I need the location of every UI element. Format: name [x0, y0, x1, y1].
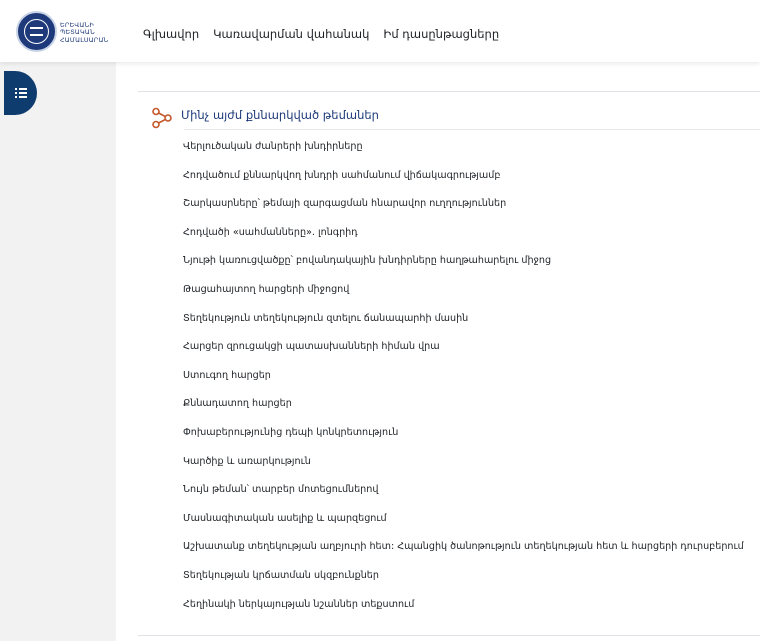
- list-item: [183, 513, 744, 542]
- topic-link[interactable]: Տեղեկության կրճատման սկզբունքներ: [183, 569, 379, 581]
- list-item: [183, 198, 744, 227]
- logo-text: [60, 22, 116, 44]
- university-emblem-icon: [16, 11, 57, 52]
- university-logo[interactable]: [14, 9, 116, 55]
- topic-link[interactable]: Թացահայտող հարցերի միջոցով: [183, 283, 350, 295]
- topic-link[interactable]: Կարծիք և առարկություն: [183, 455, 311, 467]
- top-navbar: [0, 0, 760, 62]
- list-item: [183, 484, 744, 513]
- logo-line-2: ՊԵՏԱԿԱՆ: [60, 28, 95, 37]
- topic-link[interactable]: Քննադատող հարցեր: [183, 398, 292, 410]
- topic-link[interactable]: Հոդվածում քննարկվող խնդրի սահմանում վիճակագրությամբ: [183, 169, 501, 181]
- list-icon: [15, 88, 27, 98]
- course-content: [116, 62, 760, 641]
- nav-dashboard[interactable]: Կառավարման վահանակ: [213, 27, 370, 41]
- topics-network-icon: [151, 107, 173, 129]
- list-item: [183, 541, 744, 570]
- topic-link[interactable]: Տեղեկություն տեղեկություն զտելու ճանապարհի մասին: [183, 312, 469, 324]
- divider: [138, 635, 760, 636]
- list-item: [183, 284, 744, 313]
- topic-link[interactable]: Մասնագիտական ասելիք և պարզեցում: [183, 512, 387, 524]
- list-item: [183, 170, 744, 199]
- topic-link[interactable]: Նյութի կառուցվածքը՝ բովանդակային խնդիրները հաղթահարելու միջոց: [183, 255, 552, 267]
- list-item: [183, 255, 744, 284]
- section-header-divider: [184, 129, 760, 130]
- list-item: [183, 427, 744, 456]
- topic-link[interactable]: Հոդվածի «սահմանները». լոնգրիդ: [183, 226, 358, 238]
- topic-link[interactable]: Ստուգող հարցեր: [183, 369, 271, 381]
- list-item: [183, 227, 744, 256]
- topic-link[interactable]: Նույն թեման՝ տարբեր մոտեցումներով: [183, 484, 379, 496]
- topic-link[interactable]: Հարցեր զրուցակցի պատասխանների հիման վրա: [183, 341, 440, 353]
- topic-link[interactable]: Շարկասրները՝ թեմայի զարգացման հնարավոր ուղղություններ: [183, 198, 507, 210]
- nav-my-courses[interactable]: Իմ դասընթացները: [383, 27, 500, 41]
- primary-navigation: [143, 27, 499, 41]
- list-item: [183, 398, 744, 427]
- list-item: [183, 456, 744, 485]
- nav-home[interactable]: Գլխավոր: [143, 27, 200, 41]
- list-item: [183, 141, 744, 170]
- list-item: [183, 370, 744, 399]
- list-item: [183, 570, 744, 599]
- section-title: Մինչ այժմ քննարկված թեմաներ: [181, 108, 379, 122]
- topic-list: [183, 141, 744, 627]
- topic-link[interactable]: Վերլուծական ժանրերի խնդիրները: [183, 141, 363, 152]
- topic-link[interactable]: Հեղինակի ներկայության նշաններ տեքստում: [183, 598, 415, 610]
- topic-link[interactable]: Աշխատանք տեղեկության աղբյուրի հետ: Հպանցիկ ծանոթություն տեղեկության հետ և հարցերի դուրսբերում: [183, 541, 744, 553]
- logo-line-3: ՀԱՄԱԼՍԱՐԱՆ: [60, 35, 109, 44]
- list-item: [183, 341, 744, 370]
- list-item: [183, 599, 744, 628]
- list-item: [183, 313, 744, 342]
- divider: [138, 91, 760, 92]
- course-index-toggle-button[interactable]: [4, 71, 37, 115]
- topic-link[interactable]: Փոխաբերությունից դեպի կոնկրետություն: [183, 426, 399, 438]
- logo-line-1: ԵՐԵՎԱՆԻ: [60, 21, 94, 29]
